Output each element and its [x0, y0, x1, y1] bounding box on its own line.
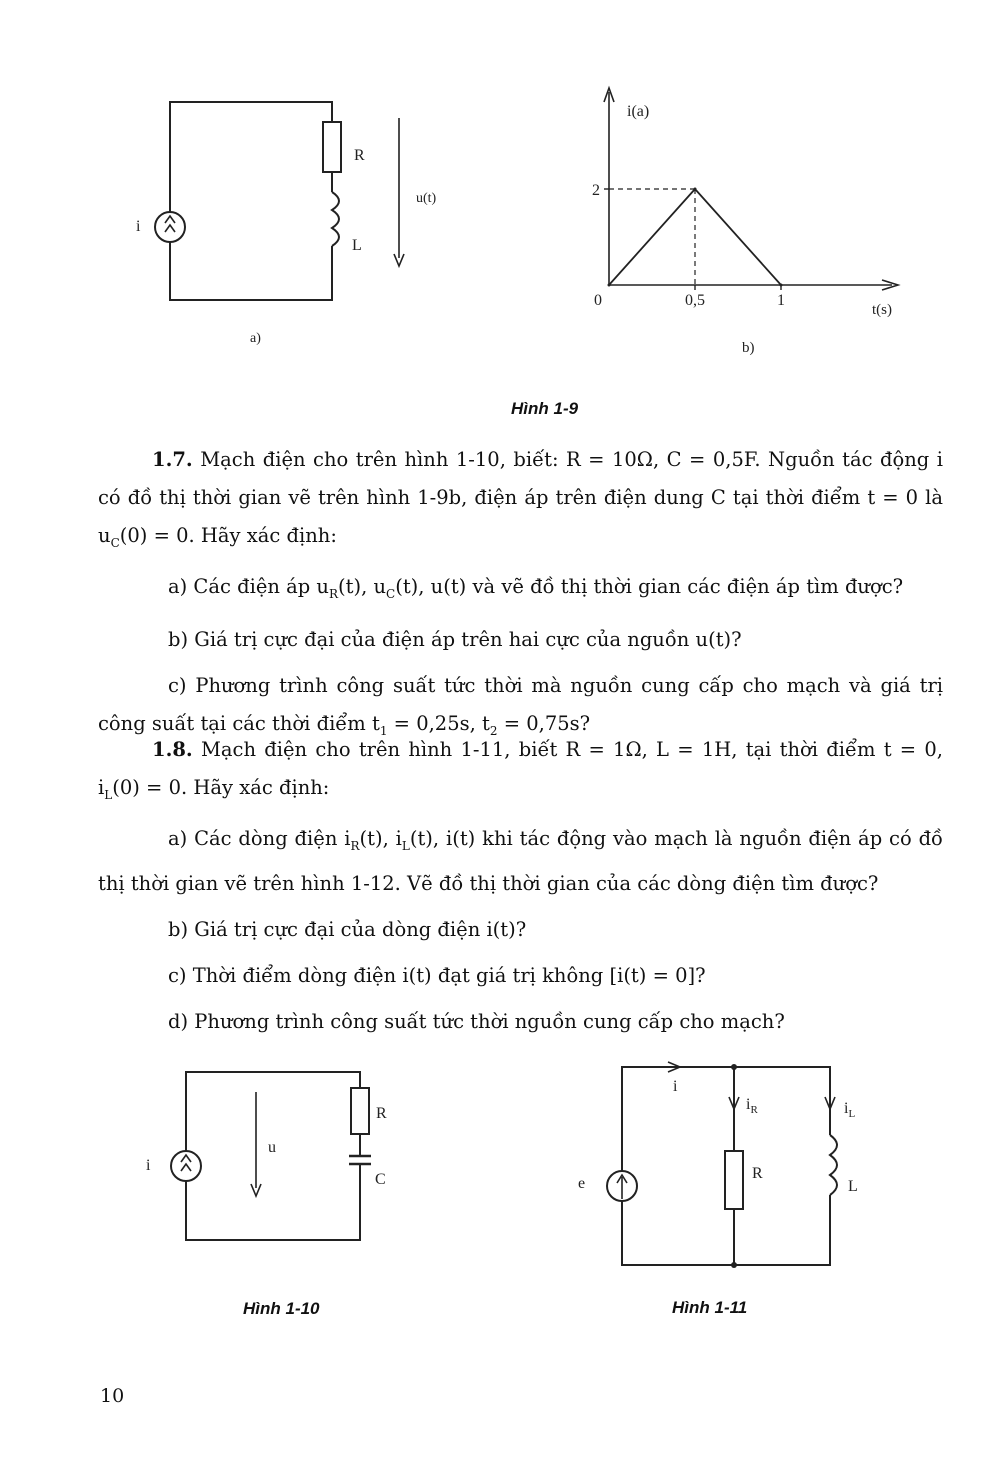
figure-1-9a — [120, 90, 450, 360]
problem-1-7-a: a) Các điện áp $u_R(t)$, $u_C(t)$, u(t) và vẽ đồ thị thời gian các điện áp tìm được? — [168, 574, 904, 601]
problem-1-7-text-end: (0) = 0. Hãy xác định: — [119, 524, 337, 547]
figure-1-11-caption: Hình 1-11 — [672, 1298, 748, 1317]
current-il-label: $i_L$ — [844, 1100, 856, 1120]
y-axis-label: i(a) — [627, 103, 650, 120]
page-number: 10 — [100, 1385, 125, 1407]
problem-1-7-text: Mạch điện cho trên hình 1-10, biết: R = 10Ω, C = 0,5F. Nguồn tác động i có đồ thị thời gian vẽ trên hình 1-9b, điện áp trên điện dung C tại thời điểm t = 0 là u — [98, 448, 943, 547]
figure-1-9a-sublabel: a) — [250, 331, 261, 346]
subscript: L — [104, 787, 113, 802]
problem-1-8-number: 1.8. — [152, 738, 193, 761]
current-ir-label: $i_R$ — [746, 1096, 758, 1116]
resistor-label: R — [354, 147, 365, 164]
x-tick-label-0-5: 0,5 — [685, 292, 705, 309]
problem-1-8-c: c) Thời điểm dòng điện i(t) đạt giá trị không [i(t) = 0]? — [168, 963, 706, 987]
figure-1-10 — [140, 1060, 400, 1250]
figure-1-9b-sublabel: b) — [742, 340, 755, 356]
y-tick-label: 2 — [592, 182, 600, 199]
inductor-label: L — [848, 1178, 858, 1195]
figure-1-10-caption: Hình 1-10 — [243, 1299, 320, 1318]
problem-1-7-b: b) Giá trị cực đại của điện áp trên hai cực của nguồn u(t)? — [168, 627, 742, 651]
subscript: C — [110, 535, 120, 550]
problem-1-8 — [98, 731, 943, 1041]
resistor-label: R — [752, 1165, 763, 1182]
problem-1-8-d: d) Phương trình công suất tức thời nguồn cung cấp cho mạch? — [168, 1009, 785, 1033]
data-point — [694, 188, 697, 191]
problem-1-7-c: c) Phương trình công suất tức thời mà nguồn cung cấp cho mạch và giá trị công suất tại các thời điểm $t_1 = 0,25s$, $t_2 = 0,75s$? — [98, 673, 943, 738]
problem-1-7-number: 1.7. — [152, 448, 193, 471]
source-label: i — [146, 1157, 151, 1174]
capacitor-label: C — [375, 1171, 386, 1188]
data-point — [780, 284, 783, 287]
x-tick-label-1: 1 — [777, 292, 785, 309]
source-label: i — [136, 218, 141, 235]
problem-1-8-text-end: (0) = 0. Hãy xác định: — [112, 776, 330, 799]
figure-1-11 — [560, 1055, 880, 1275]
current-label: i — [673, 1078, 678, 1095]
voltage-label: u(t) — [416, 191, 437, 206]
data-point — [608, 284, 611, 287]
resistor-label: R — [376, 1105, 387, 1122]
x-axis-label: t(s) — [872, 302, 892, 318]
figure-1-9-caption: Hình 1-9 — [511, 399, 579, 418]
source-label: e — [578, 1175, 586, 1192]
problem-1-7 — [98, 441, 943, 750]
voltage-label: u — [268, 1139, 276, 1156]
problem-1-8-b: b) Giá trị cực đại của dòng điện i(t)? — [168, 917, 527, 941]
inductor-label: L — [352, 237, 362, 254]
figure-1-9b-chart — [580, 80, 920, 370]
origin-label: 0 — [594, 292, 602, 309]
problem-1-8-text: Mạch điện cho trên hình 1-11, biết R = 1Ω, L = 1H, tại thời điểm t = 0, i — [98, 738, 943, 799]
problem-1-8-a: a) Các dòng điện $i_R(t)$, $i_L(t)$, i(t) khi tác động vào mạch là nguồn điện áp có đồ thị thời gian vẽ trên hình 1-12. Vẽ đồ thị thời gian của các dòng điện tìm được? — [98, 826, 943, 895]
